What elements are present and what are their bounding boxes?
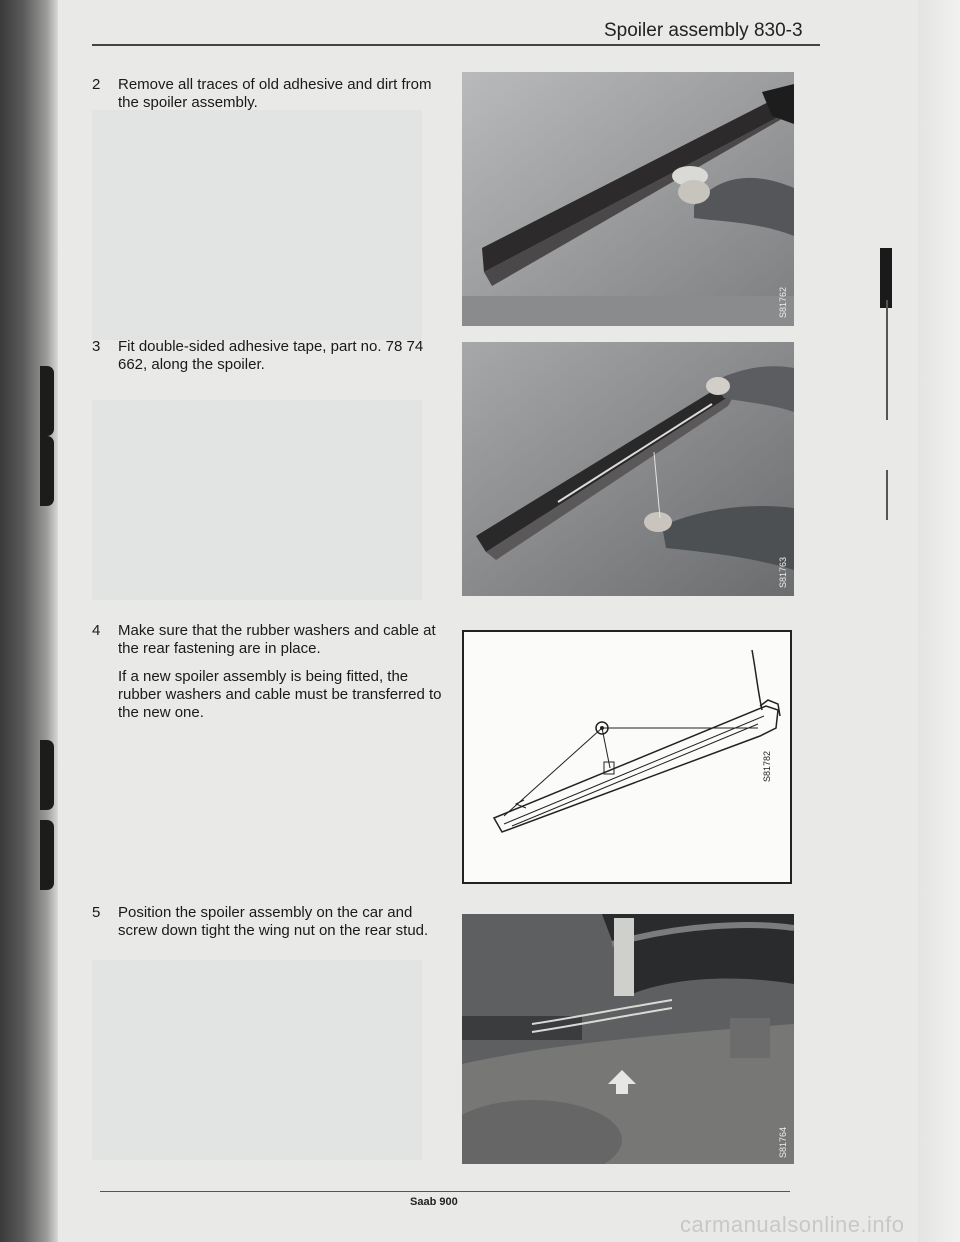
punch-hole [40, 820, 54, 890]
step-number: 4 [92, 622, 101, 639]
punch-hole [40, 436, 54, 506]
watermark: carmanualsonline.info [680, 1212, 905, 1237]
punch-hole [40, 366, 54, 436]
footer-label: Saab 900 [410, 1196, 458, 1208]
photo-rear-stud [462, 914, 794, 1164]
photo-spoiler-cleaning [462, 72, 794, 326]
footer-rule [100, 1191, 790, 1192]
step-paragraph: If a new spoiler assembly is being fitted, the rubber washers and cable must be transferred to the new one. [118, 668, 442, 721]
step-paragraph: Fit double-sided adhesive tape, part no. 78 74 662, along the spoiler. [118, 338, 424, 373]
page-title: Spoiler assembly 830-3 [604, 20, 803, 41]
step-number: 3 [92, 338, 101, 355]
section-tab-line [886, 470, 888, 520]
step-paragraph: Position the spoiler assembly on the car and screw down tight the wing nut on the rear stud. [118, 904, 429, 939]
photo-adhesive-tape [462, 342, 794, 596]
figure-code: S81764 [778, 1126, 788, 1158]
step-text [118, 338, 442, 384]
punch-hole [40, 740, 54, 810]
figure-code: S81763 [778, 556, 788, 588]
show-through-image [92, 110, 422, 340]
step-paragraph: Make sure that the rubber washers and cable at the rear fastening are in place. [118, 622, 436, 657]
step-text [118, 76, 442, 122]
step-text [118, 904, 442, 950]
page-edge [918, 0, 960, 1242]
figure-code: S81762 [778, 286, 788, 318]
header-rule [92, 44, 820, 46]
step-paragraph: Remove all traces of old adhesive and dirt from the spoiler assembly. [118, 76, 432, 111]
show-through-image [92, 960, 422, 1160]
step-number: 5 [92, 904, 101, 921]
figure-code: S81782 [762, 750, 772, 782]
section-tab-marker [880, 248, 892, 308]
step-text [118, 622, 442, 732]
section-tab-line [886, 300, 888, 420]
diagram-spoiler-fastening [462, 630, 792, 884]
step-number: 2 [92, 76, 101, 93]
binding-margin [0, 0, 58, 1242]
show-through-image [92, 400, 422, 600]
